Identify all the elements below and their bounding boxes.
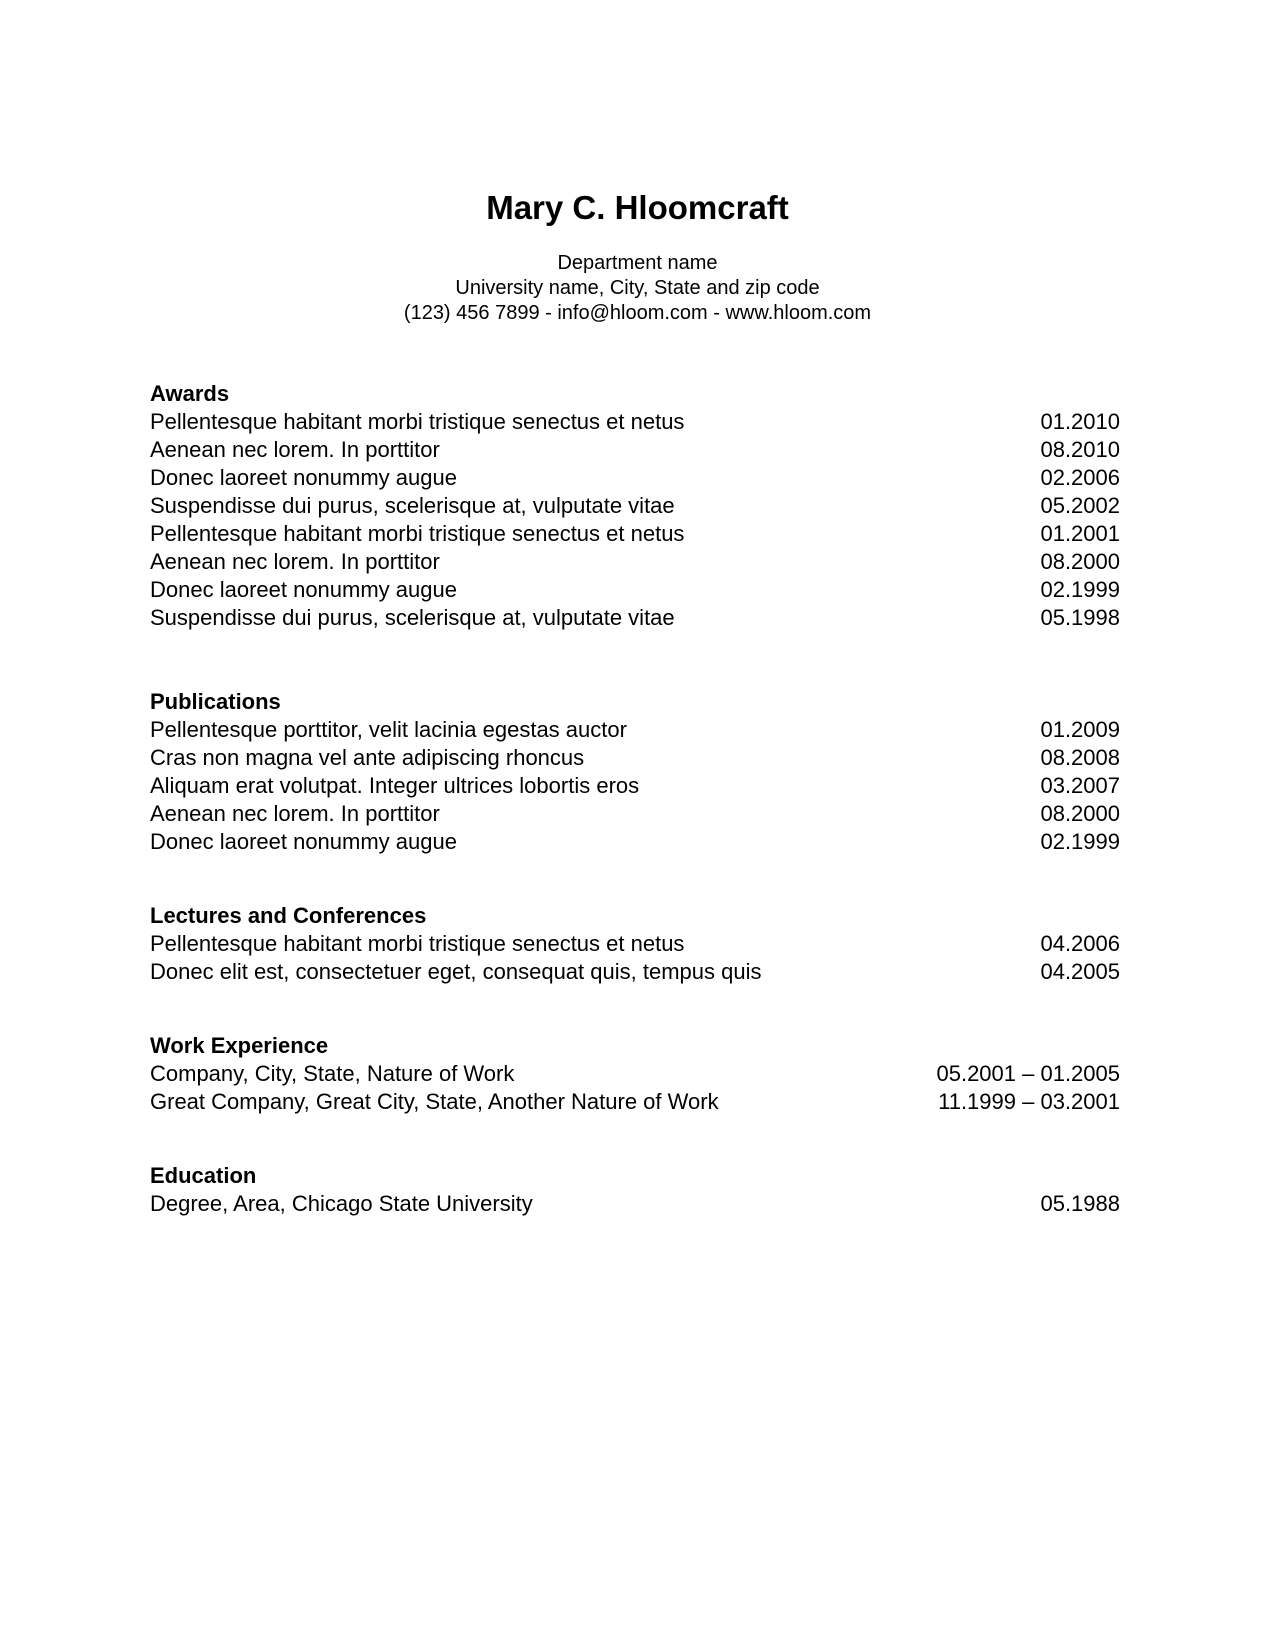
department-name: Department name [557,252,718,274]
entry-title: Pellentesque habitant morbi tristique senectus et netus [150,409,685,434]
person-name: Mary C. Hloomcraft [486,189,789,226]
list-item [150,716,1120,744]
entry-title: Donec laoreet nonummy augue [150,829,457,854]
list-item [150,604,1120,632]
entry-title: Donec laoreet nonummy augue [150,465,457,490]
list-item [150,1088,1120,1116]
entry-title: Donec elit est, consectetuer eget, consequat quis, tempus quis [150,959,762,984]
list-item [150,436,1120,464]
entry-title: Pellentesque porttitor, velit lacinia egestas auctor [150,717,627,742]
section-heading: Education [150,1163,257,1188]
entry-date: 02.1999 [1040,829,1120,854]
list-item [150,828,1120,856]
section-heading: Work Experience [150,1033,329,1058]
list-item [150,930,1120,958]
list-item [150,772,1120,800]
contact-details: (123) 456 7899 - info@hloom.com - www.hloom.com [403,302,872,324]
section-awards [150,380,1120,632]
list-item [150,1060,1120,1088]
entry-title: Suspendisse dui purus, scelerisque at, vulputate vitae [150,493,675,518]
entry-title: Degree, Area, Chicago State University [150,1191,533,1216]
entry-date: 05.2001 – 01.2005 [936,1061,1120,1086]
entry-date: 04.2005 [1040,959,1120,984]
entry-title: Suspendisse dui purus, scelerisque at, vulputate vitae [150,605,675,630]
list-item [150,1190,1120,1218]
list-item [150,576,1120,604]
list-item [150,464,1120,492]
entry-title: Donec laoreet nonummy augue [150,577,457,602]
contact-block [0,251,1275,326]
entry-date: 01.2010 [1040,409,1120,434]
list-item [150,520,1120,548]
entry-date: 01.2009 [1040,717,1120,742]
list-item [150,800,1120,828]
entry-date: 08.2000 [1040,549,1120,574]
list-item [150,408,1120,436]
entry-title: Pellentesque habitant morbi tristique senectus et netus [150,521,685,546]
entry-date: 05.2002 [1040,493,1120,518]
entry-date: 11.1999 – 03.2001 [938,1089,1120,1114]
entry-date: 02.1999 [1040,577,1120,602]
list-item [150,548,1120,576]
entry-title: Pellentesque habitant morbi tristique senectus et netus [150,931,685,956]
entry-date: 05.1998 [1040,605,1120,630]
section-work-experience [150,1032,1120,1116]
entry-title: Company, City, State, Nature of Work [150,1061,515,1086]
entry-title: Aenean nec lorem. In porttitor [150,549,440,574]
section-heading: Awards [150,381,230,406]
entry-date: 08.2010 [1040,437,1120,462]
entry-title: Cras non magna vel ante adipiscing rhoncus [150,745,585,770]
section-publications [150,688,1120,856]
list-item [150,958,1120,986]
section-heading: Publications [150,689,281,714]
entry-date: 01.2001 [1040,521,1120,546]
entry-title: Aenean nec lorem. In porttitor [150,801,440,826]
entry-date: 04.2006 [1040,931,1120,956]
entry-title: Aliquam erat volutpat. Integer ultrices lobortis eros [150,773,640,798]
section-lectures [150,902,1120,986]
entry-title: Aenean nec lorem. In porttitor [150,437,440,462]
entry-title: Great Company, Great City, State, Another Nature of Work [150,1089,719,1114]
list-item [150,744,1120,772]
list-item [150,492,1120,520]
section-heading: Lectures and Conferences [150,903,427,928]
university-address: University name, City, State and zip code [455,277,820,299]
section-education [150,1162,1120,1218]
entry-date: 08.2008 [1040,745,1120,770]
entry-date: 05.1988 [1040,1191,1120,1216]
entry-date: 02.2006 [1040,465,1120,490]
entry-date: 03.2007 [1040,773,1120,798]
entry-date: 08.2000 [1040,801,1120,826]
